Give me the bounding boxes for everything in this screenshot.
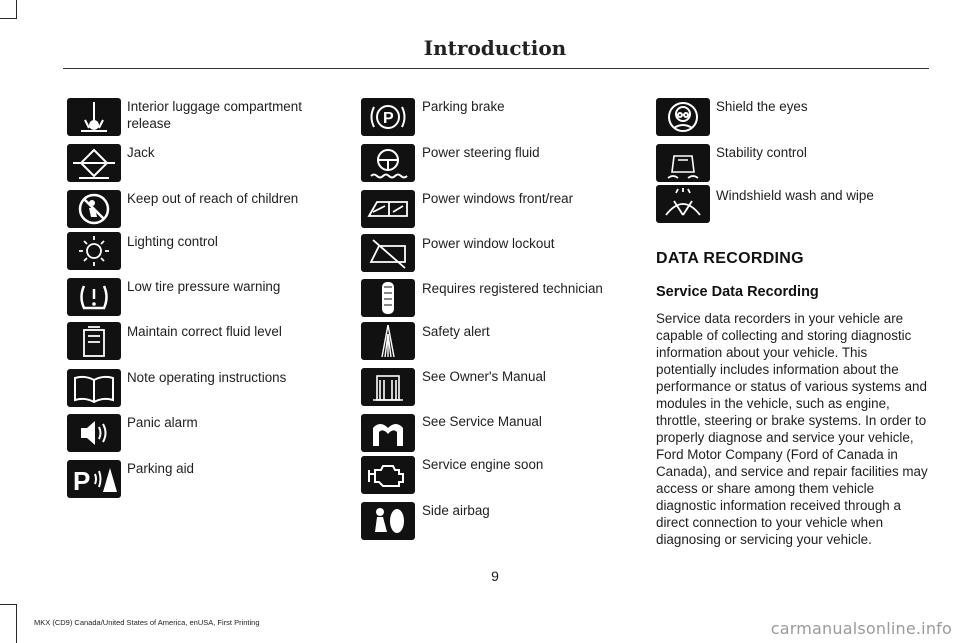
symbol-label: Parking brake (422, 99, 505, 114)
symbol-label: Shield the eyes (716, 99, 808, 114)
jack-icon (67, 144, 121, 182)
lighting-control-icon (67, 232, 121, 270)
symbol-label: Power window lockout (422, 236, 555, 251)
symbol-label: See Owner's Manual (422, 369, 546, 384)
footer-text: MKX (CD9) Canada/United States of America, enUSA, First Printing (34, 618, 260, 627)
symbol-label: Safety alert (422, 324, 490, 339)
luggage-release-icon (67, 98, 121, 136)
symbol-label: Panic alarm (127, 415, 198, 430)
safety-alert-icon (361, 322, 415, 360)
symbol-label: Jack (127, 145, 155, 160)
symbol-label: Power steering fluid (422, 145, 540, 160)
shield-eyes-icon (656, 98, 710, 136)
symbol-label: Note operating instructions (127, 370, 287, 385)
symbol-label: Keep out of reach of children (127, 191, 299, 206)
svg-text:P: P (383, 110, 394, 127)
stability-control-icon (656, 144, 710, 182)
page-title: Introduction (423, 36, 567, 60)
symbol-label: Windshield wash and wipe (716, 188, 874, 203)
symbol-label: See Service Manual (422, 414, 542, 429)
parking-brake-icon (361, 98, 415, 136)
service-manual-icon (361, 414, 415, 452)
watermark: carmanualsonline.info (770, 619, 952, 638)
power-steering-icon (361, 144, 415, 182)
low-tire-pressure-icon (67, 278, 121, 316)
symbol-label: Side airbag (422, 503, 490, 518)
windshield-wash-icon (656, 185, 710, 223)
crop-mark (16, 604, 17, 643)
symbol-label: Power windows front/rear (422, 191, 574, 206)
side-airbag-icon (361, 502, 415, 540)
symbol-label: Maintain correct fluid level (127, 324, 282, 339)
crop-mark (0, 18, 16, 19)
page-number: 9 (491, 568, 499, 584)
symbol-label: Parking aid (127, 461, 194, 476)
symbol-label: Requires registered technician (422, 281, 603, 296)
keep-away-children-icon (67, 190, 121, 228)
window-lockout-icon (361, 234, 415, 272)
symbol-label: Low tire pressure warning (127, 279, 281, 294)
registered-technician-icon (361, 279, 415, 317)
section-heading: DATA RECORDING (656, 250, 804, 267)
symbol-label: Interior luggage compartment release (127, 99, 302, 131)
owners-manual-icon (361, 368, 415, 406)
fluid-level-icon (67, 322, 121, 360)
parking-aid-icon (67, 460, 121, 498)
panic-alarm-icon (67, 414, 121, 452)
section-subheading: Service Data Recording (656, 284, 819, 300)
operating-instructions-icon (67, 369, 121, 407)
symbol-label: Lighting control (127, 234, 218, 249)
svg-text:P: P (73, 466, 91, 496)
symbol-label: Service engine soon (422, 457, 544, 472)
header-rule (63, 68, 929, 69)
symbol-label: Stability control (716, 145, 807, 160)
power-windows-icon (361, 190, 415, 228)
crop-mark (0, 604, 16, 605)
service-engine-icon (361, 456, 415, 494)
section-paragraph: Service data recorders in your vehicle are capable of collecting and storing diagnostic information about your vehicle. This potentially includes information about the performance or status of various systems and modules in the vehicle, such as engine, throttle, steering or brake systems. In order to properly diagnose and service your vehicle, Ford Motor Company (Ford of Canada in Canada), and service and repair facilities may access or share among them vehicle diagnostic information received through a direct connection to your vehicle when diagnosing or servicing your vehicle. (656, 311, 928, 547)
crop-mark (16, 0, 17, 19)
